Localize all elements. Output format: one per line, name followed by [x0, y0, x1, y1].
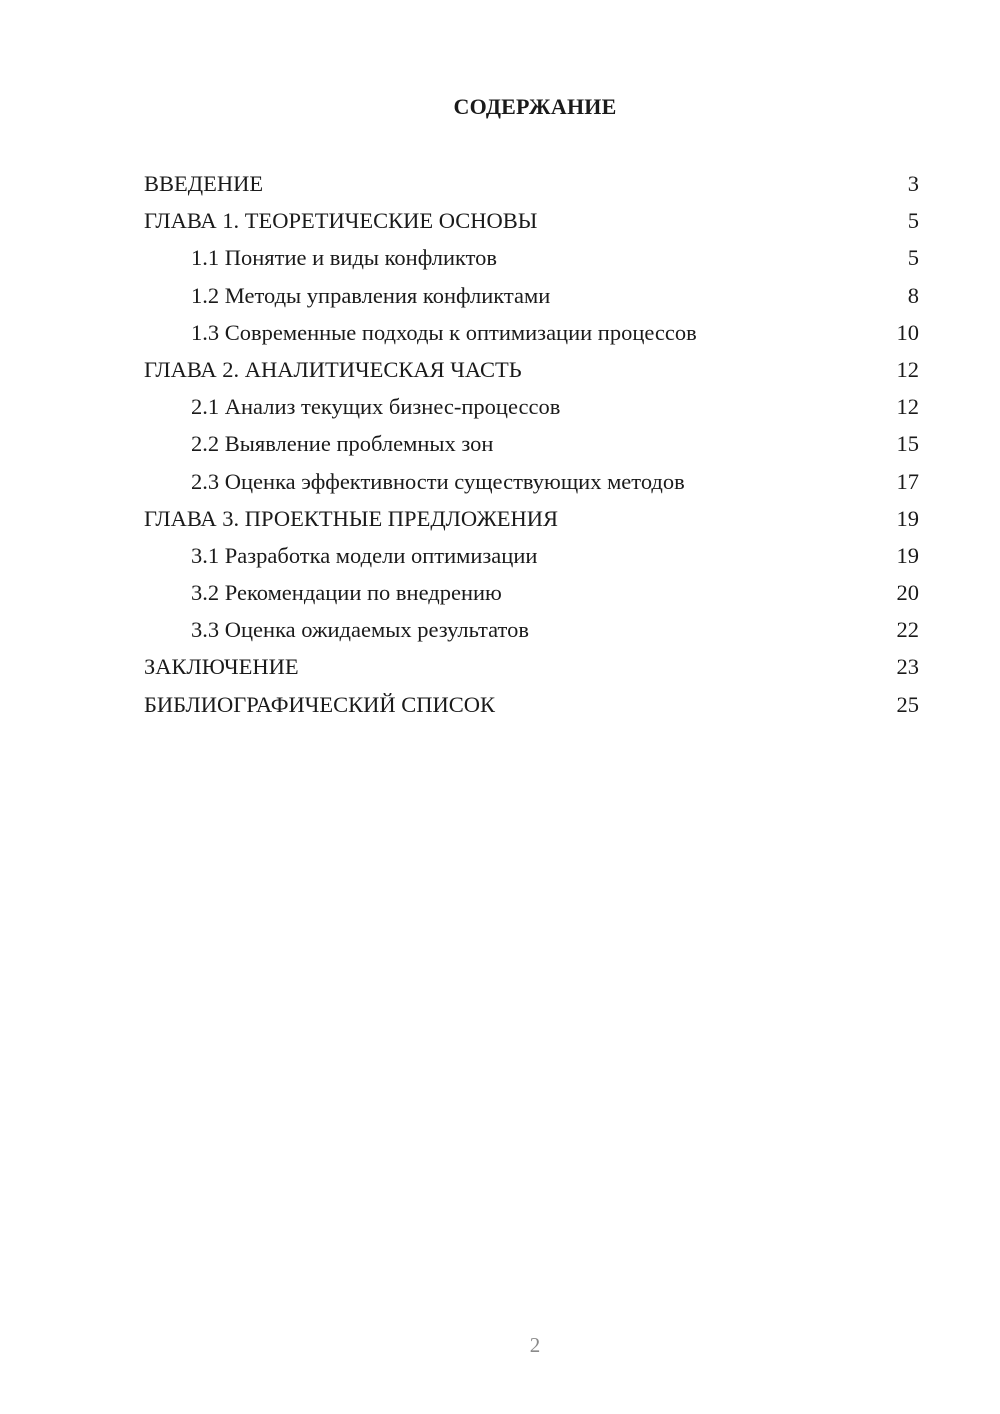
toc-entry-label: 2.1 Анализ текущих бизнес-процессов: [191, 394, 561, 420]
table-of-contents: [144, 168, 919, 726]
toc-entry-label: ВВЕДЕНИЕ: [144, 171, 264, 196]
toc-entry-label: 2.3 Оценка эффективности существующих методов: [191, 468, 685, 494]
toc-entry-label: ГЛАВА 2. АНАЛИТИЧЕСКАЯ ЧАСТЬ: [144, 356, 522, 382]
toc-entry[interactable]: [144, 354, 919, 391]
toc-subentry[interactable]: [144, 428, 919, 465]
toc-entry-page: 10: [896, 319, 919, 345]
toc-entry-page: 19: [896, 542, 919, 568]
toc-entry-label: БИБЛИОГРАФИЧЕСКИЙ СПИСОК: [144, 691, 496, 717]
toc-entry[interactable]: [144, 205, 919, 242]
toc-entry-label: 2.2 Выявление проблемных зон: [191, 431, 494, 457]
toc-entry-page: 22: [896, 617, 919, 643]
toc-subentry[interactable]: [144, 614, 919, 651]
toc-subentry[interactable]: [144, 242, 919, 279]
toc-entry[interactable]: [144, 651, 919, 688]
toc-entry-page: 12: [896, 394, 919, 420]
toc-entry[interactable]: [144, 503, 919, 540]
toc-entry-label: ГЛАВА 3. ПРОЕКТНЫЕ ПРЕДЛОЖЕНИЯ: [144, 505, 559, 531]
toc-entry[interactable]: [144, 689, 919, 726]
toc-entry-page: 5: [907, 245, 919, 271]
toc-entry-label: ГЛАВА 1. ТЕОРЕТИЧЕСКИЕ ОСНОВЫ: [144, 208, 538, 234]
toc-entry-page: 15: [896, 431, 919, 457]
toc-subentry[interactable]: [144, 540, 919, 577]
toc-entry-page: 23: [896, 654, 919, 680]
toc-entry-page: 19: [896, 505, 919, 531]
toc-entry-label: 3.3 Оценка ожидаемых результатов: [191, 617, 529, 643]
toc-entry-label: 3.2 Рекомендации по внедрению: [191, 580, 502, 606]
toc-subentry[interactable]: [144, 391, 919, 428]
toc-entry-page: 20: [896, 580, 919, 606]
toc-subentry[interactable]: [144, 280, 919, 317]
toc-entry-page: 8: [907, 282, 919, 308]
toc-subentry[interactable]: [144, 577, 919, 614]
toc-entry-label: 1.3 Современные подходы к оптимизации процессов: [191, 319, 697, 345]
page-title: СОДЕРЖАНИЕ: [453, 94, 617, 119]
toc-entry-label: 1.2 Методы управления конфликтами: [191, 282, 551, 308]
toc-entry-page: 25: [896, 691, 919, 717]
toc-entry-page: 17: [896, 468, 919, 494]
toc-entry[interactable]: [144, 168, 919, 205]
toc-subentry[interactable]: [144, 466, 919, 503]
toc-entry-label: 3.1 Разработка модели оптимизации: [191, 542, 538, 568]
toc-entry-page: 5: [907, 208, 919, 234]
toc-entry-label: ЗАКЛЮЧЕНИЕ: [144, 654, 299, 680]
toc-entry-page: 12: [896, 356, 919, 382]
toc-entry-page: 3: [907, 171, 919, 196]
page-number: 2: [529, 1333, 541, 1357]
toc-entry-label: 1.1 Понятие и виды конфликтов: [191, 245, 498, 271]
toc-subentry[interactable]: [144, 317, 919, 354]
